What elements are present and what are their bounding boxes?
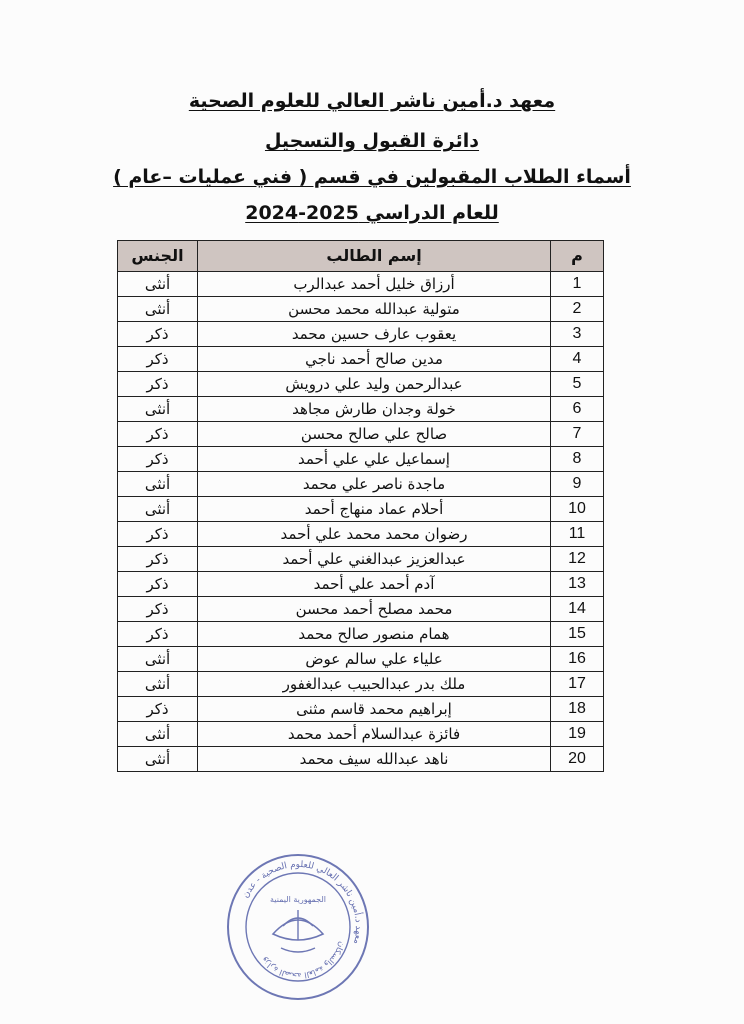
student-gender: أنثى [118, 722, 198, 747]
student-gender: ذكر [118, 522, 198, 547]
table-row [118, 372, 604, 397]
students-table [117, 240, 604, 772]
table-row [118, 597, 604, 622]
student-name: علياء علي سالم عوض [198, 647, 551, 672]
column-header-gender: الجنس [118, 241, 198, 272]
student-name: إبراهيم محمد قاسم مثنى [198, 697, 551, 722]
student-gender: ذكر [118, 597, 198, 622]
table-row [118, 272, 604, 297]
student-gender: أنثى [118, 472, 198, 497]
seal-ministry-text: وزارة الصحة العامة والسكان [259, 940, 347, 981]
student-name: إسماعيل علي علي أحمد [198, 447, 551, 472]
row-number: 4 [551, 347, 604, 372]
student-name: يعقوب عارف حسين محمد [198, 322, 551, 347]
table-row [118, 422, 604, 447]
student-name: ناهد عبدالله سيف محمد [198, 747, 551, 772]
student-name: خولة وجدان طارش مجاهد [198, 397, 551, 422]
table-row [118, 722, 604, 747]
student-name: مدين صالح أحمد ناجي [198, 347, 551, 372]
student-gender: أنثى [118, 297, 198, 322]
student-name: ملك بدر عبدالحبيب عبدالغفور [198, 672, 551, 697]
student-name: أحلام عماد منهاج أحمد [198, 497, 551, 522]
student-name: آدم أحمد علي أحمد [198, 572, 551, 597]
student-name: عبدالرحمن وليد علي درويش [198, 372, 551, 397]
table-row [118, 622, 604, 647]
student-name: همام منصور صالح محمد [198, 622, 551, 647]
seal-outer-text: معهد د.أمين ناشر العالي للعلوم الصحية - عدن [240, 859, 364, 946]
student-gender: أنثى [118, 497, 198, 522]
student-name: فائزة عبدالسلام أحمد محمد [198, 722, 551, 747]
column-header-name: إسم الطالب [198, 241, 551, 272]
table-row [118, 522, 604, 547]
table-row [118, 447, 604, 472]
student-gender: ذكر [118, 322, 198, 347]
table-body [118, 272, 604, 772]
academic-year: للعام الدراسي 2025-2024 [245, 202, 499, 224]
row-number: 9 [551, 472, 604, 497]
student-gender: أنثى [118, 397, 198, 422]
student-name: محمد مصلح أحمد محسن [198, 597, 551, 622]
row-number: 1 [551, 272, 604, 297]
student-gender: أنثى [118, 672, 198, 697]
row-number: 6 [551, 397, 604, 422]
column-header-number: م [551, 241, 604, 272]
row-number: 20 [551, 747, 604, 772]
table-row [118, 547, 604, 572]
table-row [118, 497, 604, 522]
student-gender: أنثى [118, 272, 198, 297]
seal-top-text: الجمهورية اليمنية [269, 895, 327, 904]
table-row [118, 697, 604, 722]
table-header-row [118, 241, 604, 272]
table-row [118, 472, 604, 497]
table-row [118, 347, 604, 372]
row-number: 14 [551, 597, 604, 622]
official-seal [225, 852, 371, 1002]
row-number: 18 [551, 697, 604, 722]
row-number: 5 [551, 372, 604, 397]
row-number: 16 [551, 647, 604, 672]
row-number: 10 [551, 497, 604, 522]
student-gender: ذكر [118, 547, 198, 572]
row-number: 19 [551, 722, 604, 747]
row-number: 7 [551, 422, 604, 447]
student-gender: ذكر [118, 372, 198, 397]
student-name: أرزاق خليل أحمد عبدالرب [198, 272, 551, 297]
student-gender: ذكر [118, 422, 198, 447]
student-gender: ذكر [118, 347, 198, 372]
table-row [118, 747, 604, 772]
table-row [118, 322, 604, 347]
student-gender: أنثى [118, 747, 198, 772]
student-name: رضوان محمد محمد علي أحمد [198, 522, 551, 547]
student-name: صالح علي صالح محسن [198, 422, 551, 447]
student-gender: أنثى [118, 647, 198, 672]
row-number: 13 [551, 572, 604, 597]
table-row [118, 397, 604, 422]
institute-name: معهد د.أمين ناشر العالي للعلوم الصحية [188, 90, 556, 112]
student-gender: ذكر [118, 572, 198, 597]
student-name: متولية عبدالله محمد محسن [198, 297, 551, 322]
table-row [118, 572, 604, 597]
table-row [118, 672, 604, 697]
row-number: 8 [551, 447, 604, 472]
row-number: 2 [551, 297, 604, 322]
row-number: 15 [551, 622, 604, 647]
student-name: عبدالعزيز عبدالغني علي أحمد [198, 547, 551, 572]
student-name: ماجدة ناصر علي محمد [198, 472, 551, 497]
student-gender: ذكر [118, 447, 198, 472]
row-number: 3 [551, 322, 604, 347]
list-title: أسماء الطلاب المقبولين في قسم ( فني عمليات –عام ) [113, 166, 631, 188]
student-gender: ذكر [118, 622, 198, 647]
table-row [118, 297, 604, 322]
row-number: 17 [551, 672, 604, 697]
student-gender: ذكر [118, 697, 198, 722]
department-name: دائرة القبول والتسجيل [264, 130, 480, 152]
table-row [118, 647, 604, 672]
row-number: 11 [551, 522, 604, 547]
row-number: 12 [551, 547, 604, 572]
